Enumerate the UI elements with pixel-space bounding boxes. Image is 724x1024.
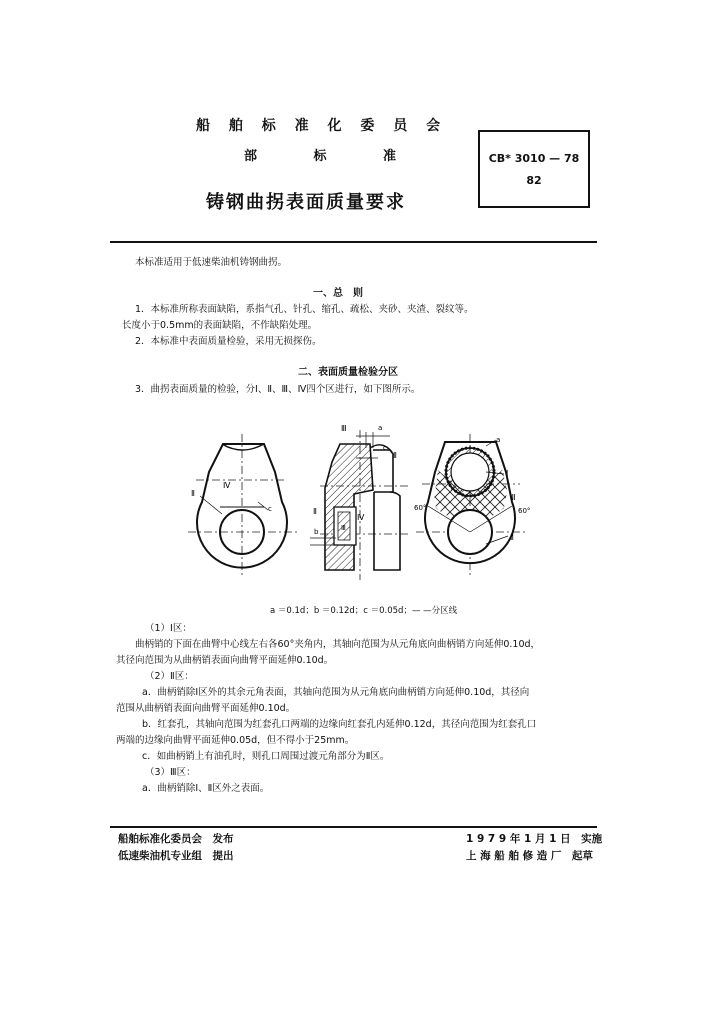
label-c-left: c [268,505,272,513]
label-60-right: 60° [518,507,531,515]
zone1-heading: （1）Ⅰ区： [145,623,192,634]
standard-year: 82 [526,174,542,187]
back-view [414,434,530,577]
intro-text: 本标准适用于低速柴油机铸钢曲拐。 [135,257,288,268]
item3-text: 3．曲拐表面质量的检验，分Ⅰ、Ⅱ、Ⅲ、Ⅳ四个区进行，如下图所示。 [135,384,421,395]
zone2-a-line2: 范围从曲柄销表面向曲臂平面延伸0.10d。 [116,703,296,714]
zone3-heading: （3）Ⅲ区： [145,767,196,778]
standard-number-box [478,130,590,208]
label-c-mid: c [383,444,387,452]
crank-zone-figure [160,412,580,590]
zone2-a-line1: a．曲柄销除Ⅰ区外的其余元角表面，其轴向范围为从元角底向曲柄销方向延伸0.10d，其径向 [142,687,530,698]
zone2-b-line2: 两端的边缘向曲臂平面延伸0.05d，但不得小于25mm。 [116,735,355,746]
label-II-mid: Ⅱ [393,451,397,460]
section2-title: 二、表面质量检验分区 [298,367,398,378]
label-II-right: Ⅱ [510,533,514,542]
document-title: 铸钢曲拐表面质量要求 [206,192,406,213]
label-a-right: a [496,436,501,444]
zone2-heading: （2）Ⅱ区： [145,671,194,682]
figure-caption: a ＝0.1d；b ＝0.12d；c ＝0.05d；— —分区线 [270,606,458,616]
label-II-left: Ⅱ [191,489,195,498]
label-III-right: Ⅲ [510,493,516,502]
label-60-left: 60° [414,504,427,512]
org-name: 船 舶 标 准 化 委 员 会 [196,118,448,134]
label-IV-left: Ⅳ [223,481,231,490]
zone1-text-line2: 其径向范围为从曲柄销表面向曲臂平面延伸0.10d。 [116,655,334,666]
footer-issuer: 船舶标准化委员会 发布 [118,833,234,845]
label-III-mid: Ⅲ [341,524,346,532]
footer-drafter: 上 海 船 舶 修 造 厂 起草 [466,850,593,862]
zone1-text-line1: 曲柄销的下面在曲臂中心线左右各60°夹角内，其轴向范围为从元角底向曲柄销方向延伸0.10d， [135,639,541,650]
zone3-a-text: a．曲柄销除Ⅰ、Ⅱ区外之表面。 [142,783,270,794]
item1-line2: 长度小于0.5mm的表面缺陷，不作缺陷处理。 [122,320,318,331]
zone2-b-line1: b．红套孔，其轴向范围为红套孔口两端的边缘向红套孔内延伸0.12d，其径向范围为红套孔口 [142,719,537,730]
standard-code: CB* 3010 — 78 [488,152,580,165]
label-b: b [314,528,319,536]
zone2-c-text: c．如曲柄销上有油孔时，则孔口周围过渡元角部分为Ⅱ区。 [142,751,390,762]
footer-proposer: 低速柴油机专业组 提出 [118,850,234,862]
header-divider [110,241,597,243]
front-view [188,434,300,577]
footer-date: 1 9 7 9 年 1 月 1 日 实施 [466,833,603,845]
label-II-side: Ⅱ [313,507,317,516]
footer-divider [110,826,597,828]
label-a: a [378,424,383,432]
item1-line1: 1．本标准所称表面缺陷，系指气孔、针孔、缩孔、疏松、夹砂、夹渣、裂纹等。 [135,304,474,315]
section1-title: 一、总 则 [313,288,363,299]
label-III-top: Ⅲ [341,424,347,433]
section-view [310,424,410,580]
item2-text: 2．本标准中表面质量检验，采用无损探伤。 [135,336,322,347]
label-I: Ⅰ [506,469,509,478]
label-IV-mid: Ⅳ [357,513,365,522]
standard-category: 部 标 准 [244,149,423,164]
